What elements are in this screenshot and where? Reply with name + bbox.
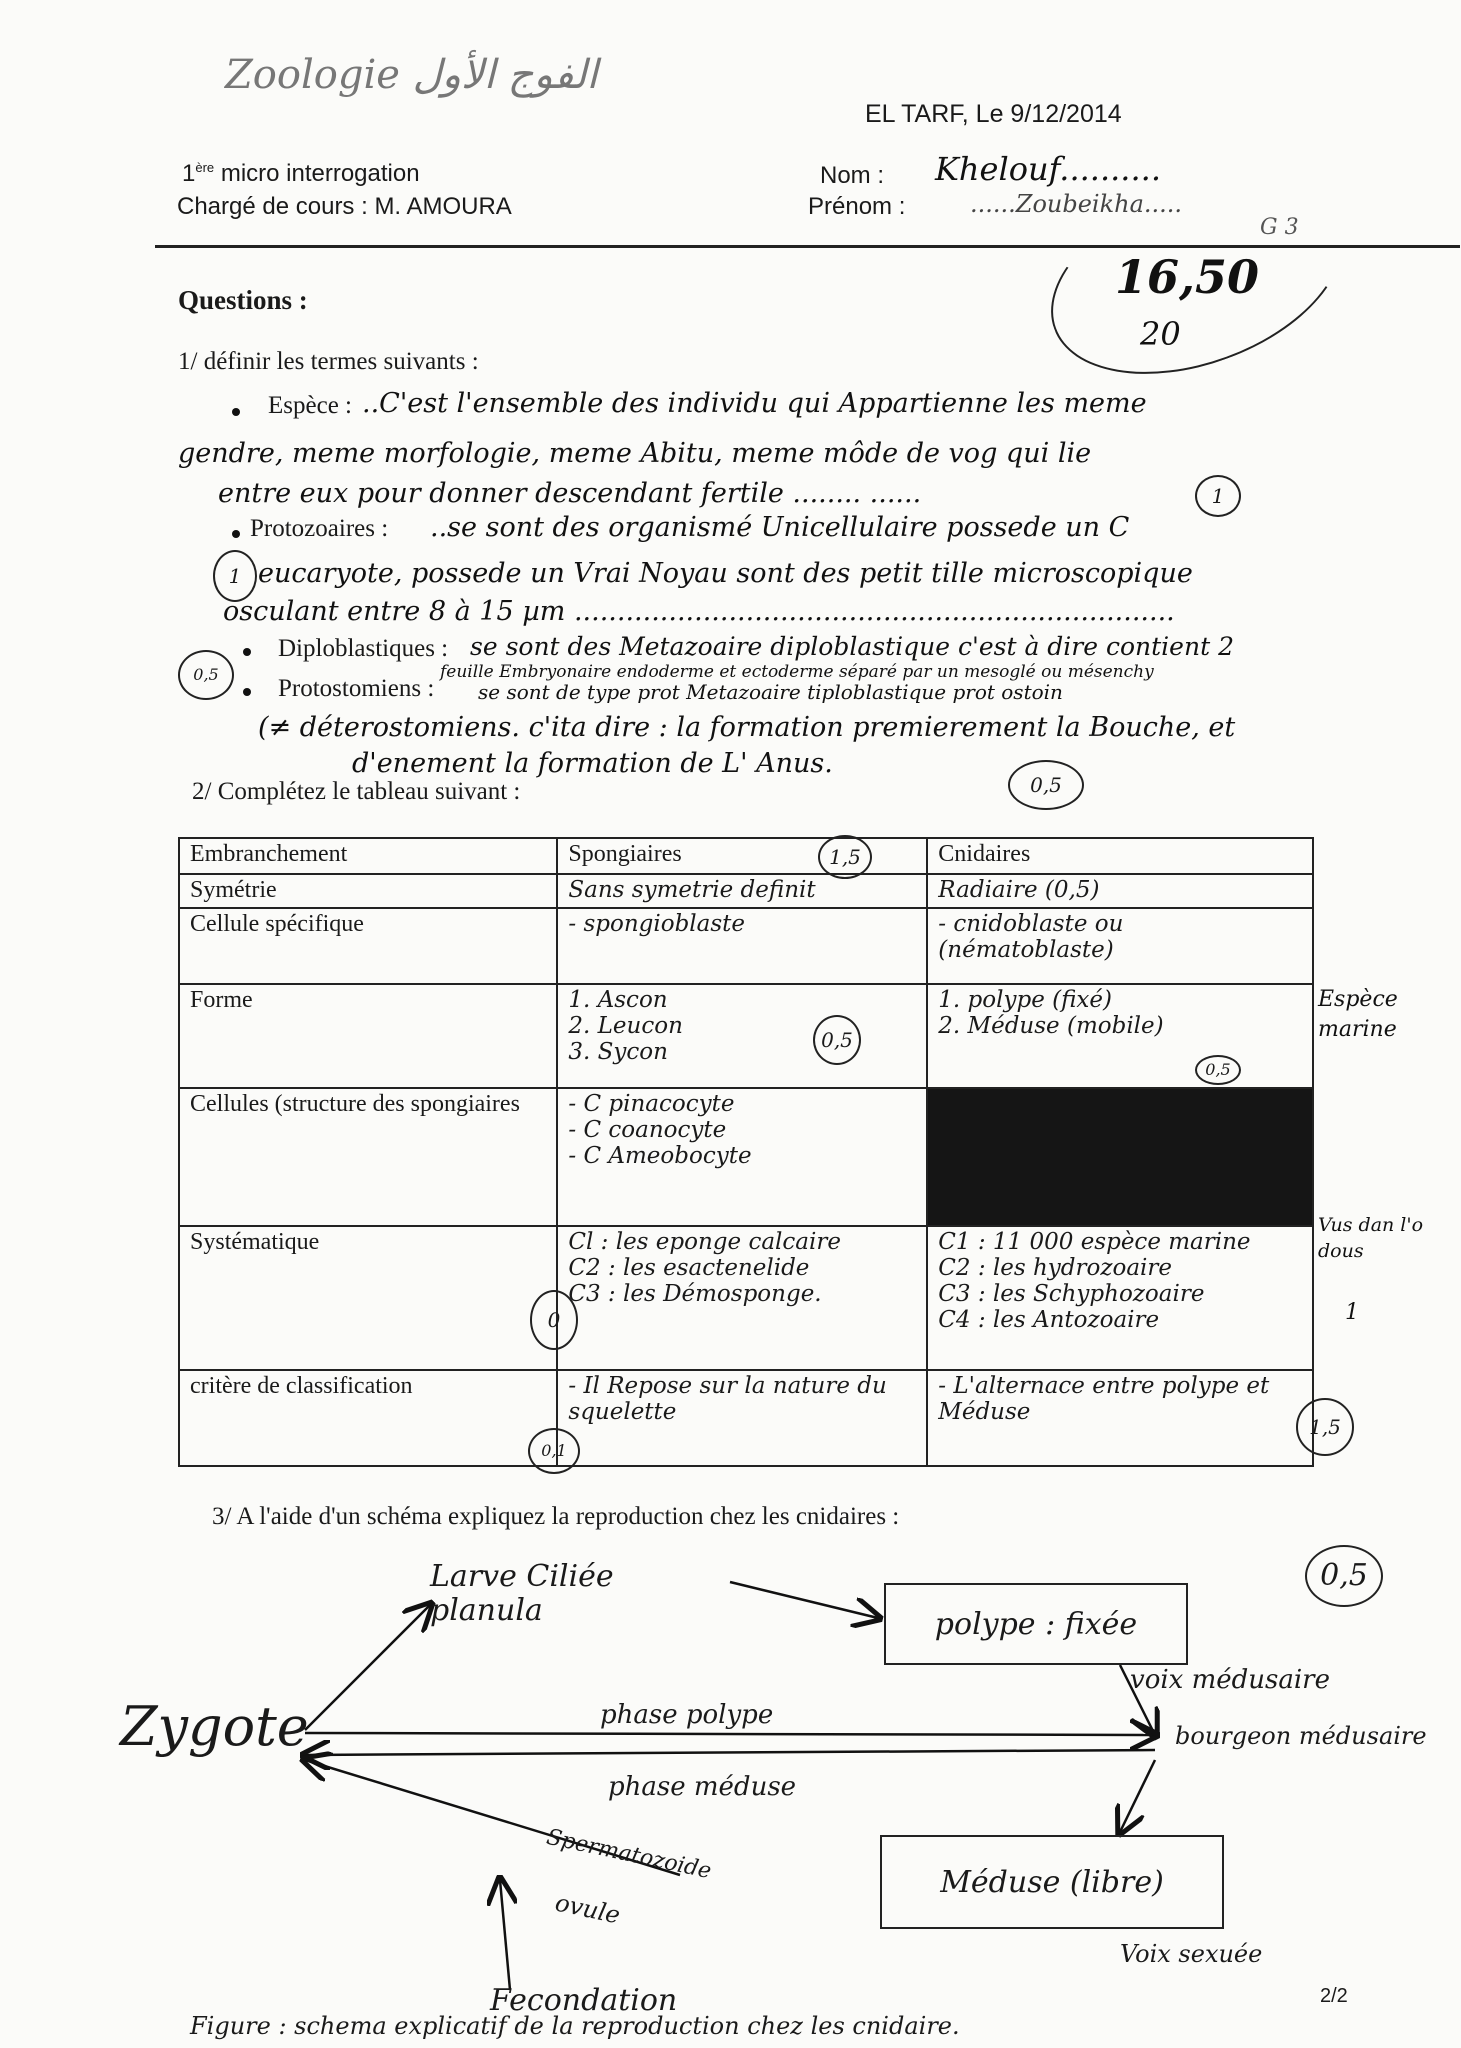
side-note-line: marine [1318, 1017, 1397, 1042]
interro-text: micro interrogation [214, 160, 420, 187]
diploblastiques-line-2: feuille Embryonaire endoderme et ectoderme séparé par un mesoglé ou mésenchy [440, 662, 1154, 682]
diploblastiques-label: Diploblastiques : [278, 635, 449, 662]
ovule-label: ovule [552, 1888, 623, 1930]
row-label: Forme [179, 984, 557, 1088]
row-label: Cellules (structure des spongiaires [179, 1088, 557, 1226]
side-note-line: Espèce [1318, 987, 1398, 1012]
bourgeon-label: bourgeon médusaire [1175, 1722, 1427, 1750]
row-label: Symétrie [179, 874, 557, 908]
list-item: - C pinacocyte [568, 1091, 735, 1117]
list-item: 1. polype (fixé) [938, 987, 1112, 1013]
symetrie-spongiaires: Sans symetrie definit [557, 874, 927, 908]
q2-title: 2/ Complétez le tableau suivant : [192, 778, 521, 805]
list-item: 2. Leucon [568, 1013, 683, 1039]
list-item: - C Ameobocyte [568, 1143, 752, 1169]
protozoaires-line-2: eucaryote, possede un Vrai Noyau sont des petit tille microscopique [258, 558, 1193, 589]
row-label: Cellule spécifique [179, 908, 557, 984]
cellule-cnidaires: - cnidoblaste ou (nématoblaste) [927, 908, 1313, 984]
q3-title: 3/ A l'aide d'un schéma expliquez la reproduction chez les cnidaires : [212, 1503, 900, 1530]
diploblastiques-line-1: se sont des Metazoaire diploblastique c'est à dire contient 2 [470, 632, 1234, 661]
protozoaires-label: Protozoaires : [250, 515, 389, 542]
list-item: 3. Sycon [568, 1039, 668, 1065]
protostomiens-label: Protostomiens : [278, 675, 435, 702]
grade-max: 20 [1140, 315, 1181, 353]
prenom-label: Prénom : [808, 193, 906, 220]
list-item: 2. Méduse (mobile) [938, 1013, 1164, 1039]
list-item: C2 : les esactenelide [568, 1255, 810, 1281]
figure-caption: Figure : schema explicatif de la reproduction chez les cnidaire. [190, 2012, 960, 2040]
critere-spong-score: 0,1 [528, 1428, 580, 1474]
critere-spongiaires: - Il Repose sur la nature du squelette [557, 1370, 927, 1466]
q3-score: 0,5 [1305, 1545, 1383, 1607]
list-item: C2 : les hydrozoaire [938, 1255, 1172, 1281]
protozoaires-line-1: ..se sont des organismé Unicellulaire possede un C [430, 512, 1130, 543]
row-label: Systématique [179, 1226, 557, 1370]
list-item: Cl : les eponge calcaire [568, 1229, 841, 1255]
protostomiens-line-1: se sont de type prot Metazoaire tiploblastique prot ostoin [478, 680, 1063, 704]
group-mark: G 3 [1260, 215, 1299, 240]
forme-spong-score: 0,5 [813, 1015, 861, 1065]
nom-value: Khelouf.......... [935, 150, 1161, 188]
interro-number: 1 [182, 160, 196, 187]
phase-polype-label: phase polype [600, 1700, 774, 1730]
list-item: C3 : les Démosponge. [568, 1281, 822, 1307]
espece-label: Espèce : [268, 392, 352, 419]
symetrie-cnidaires: Radiaire (0,5) [927, 874, 1313, 908]
forme-cnid-score: 0,5 [1195, 1055, 1241, 1085]
list-item: 1. Ascon [568, 987, 668, 1013]
grade-score: 16,50 [1115, 250, 1260, 304]
voie-sexuee-label: Voix sexuée [1120, 1940, 1263, 1968]
header-cnidaires: Cnidaires [927, 838, 1313, 874]
protozoaires-score: 1 [213, 550, 257, 602]
espece-line-2: gendre, meme morfologie, meme Abitu, meme môde de vog qui lie [178, 438, 1092, 469]
header-embranchement: Embranchement [179, 838, 557, 874]
header-spongiaires: Spongiaires [557, 838, 927, 874]
diploblastiques-score: 0,5 [178, 650, 234, 700]
lecturer-line: Chargé de cours : M. AMOURA [177, 193, 512, 220]
spermatozoide-label: Spermatozoide [544, 1824, 714, 1885]
row-label: critère de classification [179, 1370, 557, 1466]
espece-line-1: ..C'est l'ensemble des individu qui Appartienne les meme [362, 388, 1147, 419]
protostomiens-line-2: (≠ déterostomiens. c'ita dire : la formation premierement la Bouche, et [258, 712, 1236, 743]
interro-superscript: ère [195, 160, 215, 175]
meduse-box: Méduse (libre) [880, 1835, 1224, 1929]
protostomiens-line-3: d'enement la formation de L' Anus. [352, 748, 833, 779]
systematique-score: 0 [530, 1290, 578, 1350]
side-note-line: dous [1318, 1240, 1364, 1262]
prenom-value: ......Zoubeikha..... [970, 190, 1183, 218]
side-note-line: Vus dan l'o [1318, 1214, 1424, 1236]
protozoaires-line-3: osculant entre 8 à 15 µm ...................................................................... [223, 596, 1175, 627]
voie-meduse-label: voix médusaire [1130, 1665, 1330, 1695]
protostomiens-score: 0,5 [1008, 760, 1084, 810]
nom-label: Nom : [820, 162, 885, 189]
espece-score: 1 [1195, 475, 1241, 517]
date-line: EL TARF, Le 9/12/2014 [865, 100, 1122, 128]
list-item: C4 : les Antozoaire [938, 1307, 1160, 1333]
cellule-spongiaires: - spongioblaste [557, 908, 927, 984]
phase-meduse-label: phase méduse [608, 1772, 797, 1802]
critere-cnidaires: - L'alternace entre polype et Méduse [927, 1370, 1313, 1466]
larve-line: planula [430, 1593, 543, 1628]
q1-title: 1/ définir les termes suivants : [178, 348, 479, 375]
larve-line: Larve Ciliée [430, 1559, 614, 1594]
systematique-cnid-score: 1 [1345, 1300, 1359, 1325]
list-item: - C coanocyte [568, 1117, 727, 1143]
header-handwritten-note: Zoologie الفوج الأول [225, 52, 598, 98]
fecondation-label: Fecondation [490, 1983, 678, 2018]
larve-label [430, 1560, 614, 1628]
list-item: C1 : 11 000 espèce marine [938, 1229, 1251, 1255]
list-item: C3 : les Schyphozoaire [938, 1281, 1205, 1307]
espece-line-3: entre eux pour donner descendant fertile ........ ...... [218, 478, 922, 509]
polype-box: polype : fixée [884, 1583, 1188, 1665]
page-number: 2/2 [1320, 1985, 1348, 2007]
zygote-label: Zygote [120, 1695, 309, 1758]
questions-title: Questions : [178, 285, 308, 315]
critere-cnid-score: 1,5 [1296, 1398, 1354, 1456]
table-header-score: 1,5 [818, 835, 872, 879]
